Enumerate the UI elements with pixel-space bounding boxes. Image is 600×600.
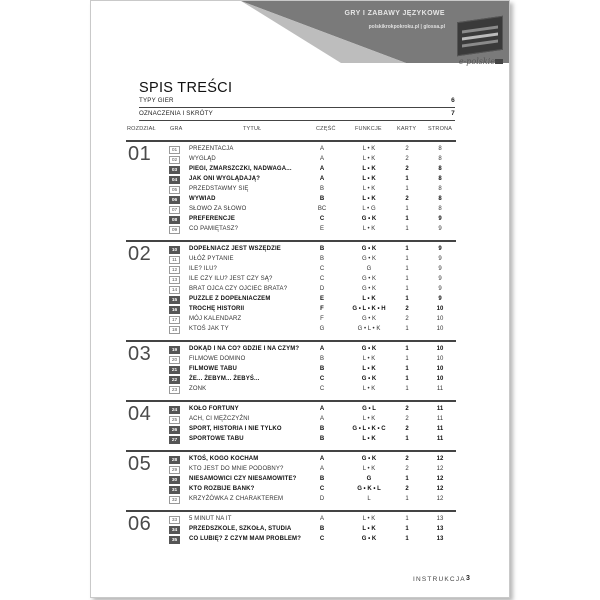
game-page: 10 bbox=[436, 346, 444, 352]
game-cards: 1 bbox=[405, 176, 409, 182]
game-functions: L • K bbox=[362, 176, 376, 182]
game-functions: G • K bbox=[361, 256, 377, 262]
game-title: ŻE... ŻEBYM... ŻEBYŚ... bbox=[189, 376, 260, 382]
game-functions: L • K bbox=[362, 146, 376, 152]
game-page: 9 bbox=[438, 246, 442, 252]
game-functions: G • K bbox=[361, 376, 377, 382]
game-title: PUZZLE Z DOPEŁNIACZEM bbox=[189, 296, 271, 302]
game-title: KTO JEST DO MNIE PODOBNY? bbox=[189, 466, 284, 472]
game-part: C bbox=[319, 376, 325, 382]
game-part: A bbox=[319, 516, 324, 522]
game-page: 11 bbox=[436, 426, 444, 432]
game-page: 9 bbox=[438, 286, 442, 292]
game-page: 12 bbox=[436, 496, 444, 502]
game-number: 13 bbox=[169, 276, 180, 284]
game-part: F bbox=[320, 306, 324, 312]
intro-line bbox=[139, 97, 455, 107]
game-part: B bbox=[319, 426, 325, 432]
chapter-number: 02 bbox=[128, 243, 152, 265]
game-cards: 2 bbox=[405, 316, 409, 322]
game-title: JAK ONI WYGLĄDAJĄ? bbox=[189, 176, 261, 182]
game-page: 8 bbox=[438, 186, 442, 192]
game-page: 9 bbox=[438, 266, 442, 272]
game-cards: 2 bbox=[405, 486, 409, 492]
game-number: 26 bbox=[169, 426, 180, 434]
game-title: SPORTOWE TABU bbox=[189, 436, 244, 442]
game-cards: 2 bbox=[405, 406, 409, 412]
game-page: 10 bbox=[436, 366, 444, 372]
game-cards: 1 bbox=[405, 346, 409, 352]
table-row bbox=[126, 195, 456, 205]
game-cards: 1 bbox=[405, 356, 409, 362]
game-part: A bbox=[319, 346, 325, 352]
game-number: 21 bbox=[169, 366, 180, 374]
game-part: A bbox=[319, 406, 325, 412]
game-cards: 1 bbox=[405, 246, 409, 252]
game-part: A bbox=[319, 416, 324, 422]
game-part: B bbox=[319, 526, 325, 532]
table-row bbox=[126, 385, 456, 395]
game-page: 9 bbox=[438, 276, 442, 282]
game-title: PRZEDSTAWMY SIĘ bbox=[189, 186, 249, 192]
game-title: MÓJ KALENDARZ bbox=[189, 316, 242, 322]
game-number: 23 bbox=[169, 386, 180, 394]
game-part: C bbox=[319, 216, 325, 222]
game-page: 9 bbox=[438, 296, 442, 302]
game-cards: 2 bbox=[405, 416, 409, 422]
table-row bbox=[126, 245, 456, 255]
game-cards: 1 bbox=[405, 276, 409, 282]
book-cover-image bbox=[457, 16, 503, 56]
game-page: 8 bbox=[438, 196, 442, 202]
game-cards: 1 bbox=[405, 536, 409, 542]
intro-label: TYPY GIER bbox=[139, 97, 174, 104]
game-title: SPORT, HISTORIA I NIE TYLKO bbox=[189, 426, 282, 432]
intro-page: 7 bbox=[451, 110, 455, 117]
table-row bbox=[126, 415, 456, 425]
game-cards: 1 bbox=[405, 496, 409, 502]
game-part: B bbox=[319, 246, 325, 252]
chapter-section bbox=[126, 450, 456, 504]
game-cards: 2 bbox=[405, 306, 409, 312]
game-cards: 1 bbox=[405, 386, 409, 392]
col-header-part: CZĘŚĆ bbox=[316, 126, 336, 132]
table-row bbox=[126, 325, 456, 335]
game-number: 22 bbox=[169, 376, 180, 384]
game-title: UŁÓŻ PYTANIE bbox=[189, 256, 234, 262]
intro-label: OZNACZENIA I SKRÓTY bbox=[139, 110, 213, 117]
game-page: 11 bbox=[436, 436, 444, 442]
intro-line bbox=[139, 110, 455, 120]
table-row bbox=[126, 365, 456, 375]
game-page: 13 bbox=[436, 536, 444, 542]
table-row bbox=[126, 355, 456, 365]
game-part: B bbox=[319, 186, 324, 192]
game-functions: L • K bbox=[362, 156, 376, 162]
game-cards: 1 bbox=[405, 296, 409, 302]
table-row bbox=[126, 525, 456, 535]
footer-page-number: 3 bbox=[466, 575, 470, 582]
game-number: 04 bbox=[169, 176, 180, 184]
game-number: 15 bbox=[169, 296, 180, 304]
game-number: 34 bbox=[169, 526, 180, 534]
banner-url: polskikrokpokroku.pl | glossa.pl bbox=[368, 24, 445, 30]
game-page: 13 bbox=[436, 526, 444, 532]
game-cards: 2 bbox=[405, 156, 409, 162]
game-number: 20 bbox=[169, 356, 180, 364]
game-number: 16 bbox=[169, 306, 180, 314]
game-functions: G • K bbox=[361, 456, 377, 462]
game-functions: G • L bbox=[362, 406, 376, 412]
game-functions: L • K bbox=[362, 296, 376, 302]
table-row bbox=[126, 225, 456, 235]
game-part: A bbox=[319, 456, 325, 462]
game-cards: 1 bbox=[405, 256, 409, 262]
publisher-logo: e-polskie bbox=[458, 57, 495, 66]
table-row bbox=[126, 315, 456, 325]
table-row bbox=[126, 475, 456, 485]
game-number: 30 bbox=[169, 476, 180, 484]
game-title: FILMOWE TABU bbox=[189, 366, 238, 372]
game-page: 10 bbox=[436, 326, 444, 332]
game-page: 8 bbox=[438, 156, 442, 162]
chapter-section bbox=[126, 140, 456, 234]
game-page: 8 bbox=[438, 166, 442, 172]
game-cards: 1 bbox=[405, 436, 409, 442]
game-title: CO PAMIĘTASZ? bbox=[189, 226, 239, 232]
table-row bbox=[126, 345, 456, 355]
table-row bbox=[126, 305, 456, 315]
game-functions: L • K bbox=[362, 386, 376, 392]
game-functions: L bbox=[367, 496, 371, 502]
game-part: B bbox=[319, 436, 325, 442]
game-number: 31 bbox=[169, 486, 180, 494]
game-functions: L • K bbox=[362, 166, 376, 172]
logo-badge-icon bbox=[495, 59, 503, 64]
table-row bbox=[126, 405, 456, 415]
game-title: TROCHĘ HISTORII bbox=[189, 306, 245, 312]
chapter-number: 04 bbox=[128, 403, 152, 425]
table-row bbox=[126, 265, 456, 275]
table-row bbox=[126, 285, 456, 295]
game-part: G bbox=[319, 326, 325, 332]
game-title: 5 MINUT NA IT bbox=[189, 516, 232, 522]
game-number: 06 bbox=[169, 196, 180, 204]
divider bbox=[139, 120, 455, 121]
game-title: ZONK bbox=[189, 386, 207, 392]
col-header-page: STRONA bbox=[428, 126, 453, 132]
game-page: 10 bbox=[436, 376, 444, 382]
game-part: A bbox=[319, 466, 324, 472]
game-part: B bbox=[319, 356, 324, 362]
game-title: KTOŚ JAK TY bbox=[189, 326, 229, 332]
col-header-game: GRA bbox=[170, 126, 183, 132]
chapter-section bbox=[126, 400, 456, 444]
game-functions: L • G bbox=[362, 206, 376, 212]
game-part: B bbox=[319, 256, 324, 262]
game-page: 12 bbox=[436, 466, 444, 472]
table-row bbox=[126, 215, 456, 225]
game-number: 05 bbox=[169, 186, 180, 194]
table-row bbox=[126, 515, 456, 525]
game-number: 09 bbox=[169, 226, 180, 234]
game-functions: G • K bbox=[361, 536, 377, 542]
game-cards: 1 bbox=[405, 226, 409, 232]
table-row bbox=[126, 165, 456, 175]
game-title: WYWIAD bbox=[189, 196, 216, 202]
table-row bbox=[126, 175, 456, 185]
document-page bbox=[90, 0, 510, 598]
game-title: SŁOWO ZA SŁOWO bbox=[189, 206, 247, 212]
game-page: 10 bbox=[436, 356, 444, 362]
game-cards: 1 bbox=[405, 266, 409, 272]
game-number: 11 bbox=[169, 256, 180, 264]
col-header-chapter: ROZDZIAŁ bbox=[127, 126, 156, 132]
game-cards: 2 bbox=[405, 456, 409, 462]
game-functions: G • K bbox=[361, 276, 377, 282]
page-title: SPIS TREŚCI bbox=[139, 80, 233, 96]
table-row bbox=[126, 295, 456, 305]
game-title: WYGLĄD bbox=[189, 156, 216, 162]
game-number: 19 bbox=[169, 346, 180, 354]
table-row bbox=[126, 255, 456, 265]
game-number: 14 bbox=[169, 286, 180, 294]
game-part: B bbox=[319, 196, 325, 202]
game-number: 18 bbox=[169, 326, 180, 334]
chapter-section bbox=[126, 240, 456, 334]
game-cards: 1 bbox=[405, 526, 409, 532]
game-number: 10 bbox=[169, 246, 180, 254]
table-row bbox=[126, 275, 456, 285]
game-functions: L • K bbox=[362, 366, 376, 372]
col-header-title: TYTUŁ bbox=[243, 126, 262, 132]
game-cards: 1 bbox=[405, 516, 409, 522]
game-cards: 2 bbox=[405, 466, 409, 472]
header-banner bbox=[91, 1, 510, 81]
game-cards: 2 bbox=[405, 166, 409, 172]
game-part: A bbox=[319, 146, 324, 152]
chapter-number: 05 bbox=[128, 453, 152, 475]
game-number: 07 bbox=[169, 206, 180, 214]
game-title: PREFERENCJE bbox=[189, 216, 235, 222]
game-functions: G • K bbox=[361, 346, 377, 352]
game-functions: L • K bbox=[362, 196, 376, 202]
game-number: 08 bbox=[169, 216, 180, 224]
game-page: 10 bbox=[436, 306, 444, 312]
game-part: F bbox=[320, 316, 324, 322]
game-part: A bbox=[319, 156, 324, 162]
game-cards: 1 bbox=[405, 216, 409, 222]
game-functions: G • K bbox=[361, 246, 377, 252]
game-page: 8 bbox=[438, 146, 442, 152]
game-title: KOŁO FORTUNY bbox=[189, 406, 239, 412]
game-title: ILE CZY ILU? JEST CZY SĄ? bbox=[189, 276, 273, 282]
game-part: A bbox=[319, 166, 325, 172]
game-number: 35 bbox=[169, 536, 180, 544]
table-row bbox=[126, 495, 456, 505]
chapter-number: 06 bbox=[128, 513, 152, 535]
game-functions: L • K bbox=[362, 186, 376, 192]
game-cards: 1 bbox=[405, 376, 409, 382]
table-row bbox=[126, 155, 456, 165]
game-number: 33 bbox=[169, 516, 180, 524]
table-row bbox=[126, 185, 456, 195]
table-row bbox=[126, 485, 456, 495]
game-title: PRZEDSZKOLE, SZKOŁA, STUDIA bbox=[189, 526, 292, 532]
game-functions: G • K bbox=[361, 286, 377, 292]
game-part: BC bbox=[317, 206, 327, 212]
game-cards: 1 bbox=[405, 206, 409, 212]
game-number: 12 bbox=[169, 266, 180, 274]
game-functions: L • K bbox=[362, 356, 376, 362]
game-title: DOPEŁNIACZ JEST WSZĘDZIE bbox=[189, 246, 281, 252]
game-title: DOKĄD I NA CO? GDZIE I NA CZYM? bbox=[189, 346, 300, 352]
game-part: B bbox=[319, 476, 325, 482]
game-part: B bbox=[319, 366, 325, 372]
game-part: C bbox=[319, 276, 325, 282]
footer-label: INSTRUKCJA bbox=[413, 576, 466, 583]
chapter-section bbox=[126, 510, 456, 544]
game-functions: L • K bbox=[362, 466, 376, 472]
game-part: C bbox=[319, 536, 325, 542]
game-functions: L • K bbox=[362, 526, 376, 532]
game-title: ACH, CI MĘŻCZYŹNI bbox=[189, 416, 250, 422]
game-page: 11 bbox=[436, 416, 444, 422]
game-functions: G bbox=[366, 476, 372, 482]
game-part: C bbox=[319, 486, 325, 492]
game-cards: 2 bbox=[405, 196, 409, 202]
table-row bbox=[126, 465, 456, 475]
game-part: D bbox=[319, 286, 325, 292]
game-cards: 2 bbox=[405, 146, 409, 152]
game-number: 29 bbox=[169, 466, 180, 474]
table-row bbox=[126, 375, 456, 385]
table-row bbox=[126, 145, 456, 155]
game-number: 24 bbox=[169, 406, 180, 414]
game-functions: L • K bbox=[362, 516, 376, 522]
game-number: 25 bbox=[169, 416, 180, 424]
divider bbox=[139, 107, 455, 108]
chapter-section bbox=[126, 340, 456, 394]
game-page: 13 bbox=[436, 516, 444, 522]
game-cards: 1 bbox=[405, 326, 409, 332]
table-row bbox=[126, 205, 456, 215]
game-page: 10 bbox=[436, 316, 444, 322]
game-functions: G • K bbox=[361, 216, 377, 222]
game-number: 03 bbox=[169, 166, 180, 174]
game-functions: L • K bbox=[362, 226, 376, 232]
game-number: 17 bbox=[169, 316, 180, 324]
game-functions: G • L • K • C bbox=[352, 426, 386, 432]
game-part: D bbox=[319, 496, 325, 502]
table-row bbox=[126, 455, 456, 465]
table-row bbox=[126, 435, 456, 445]
game-cards: 1 bbox=[405, 476, 409, 482]
game-page: 11 bbox=[436, 386, 444, 392]
game-part: E bbox=[319, 226, 324, 232]
game-functions: G • L • K • H bbox=[352, 306, 386, 312]
game-page: 12 bbox=[436, 476, 444, 482]
game-title: KTO ROZBIJE BANK? bbox=[189, 486, 255, 492]
game-functions: G • K bbox=[361, 316, 377, 322]
game-part: E bbox=[319, 296, 324, 302]
game-number: 27 bbox=[169, 436, 180, 444]
game-page: 9 bbox=[438, 226, 442, 232]
game-title: KRZYŻÓWKA Z CHARAKTEREM bbox=[189, 496, 284, 502]
game-cards: 1 bbox=[405, 286, 409, 292]
game-title: ILE? ILU? bbox=[189, 266, 218, 272]
game-page: 8 bbox=[438, 206, 442, 212]
game-page: 11 bbox=[436, 406, 444, 412]
game-number: 32 bbox=[169, 496, 180, 504]
table-row bbox=[126, 425, 456, 435]
game-title: NIESAMOWICI CZY NIESAMOWITE? bbox=[189, 476, 297, 482]
game-cards: 1 bbox=[405, 186, 409, 192]
game-title: BRAT OJCA CZY OJCIEC BRATA? bbox=[189, 286, 288, 292]
game-cards: 1 bbox=[405, 366, 409, 372]
game-part: A bbox=[319, 176, 325, 182]
game-page: 9 bbox=[438, 216, 442, 222]
game-cards: 2 bbox=[405, 426, 409, 432]
intro-page: 6 bbox=[451, 97, 455, 104]
column-headers bbox=[91, 126, 510, 135]
game-title: CO LUBIĘ? Z CZYM MAM PROBLEM? bbox=[189, 536, 302, 542]
game-number: 02 bbox=[169, 156, 180, 164]
game-page: 9 bbox=[438, 256, 442, 262]
game-part: C bbox=[319, 266, 325, 272]
game-page: 8 bbox=[438, 176, 442, 182]
game-part: C bbox=[319, 386, 325, 392]
table-row bbox=[126, 535, 456, 545]
game-number: 28 bbox=[169, 456, 180, 464]
game-functions: G • K • L bbox=[357, 486, 381, 492]
game-functions: L • K bbox=[362, 436, 376, 442]
game-page: 12 bbox=[436, 456, 444, 462]
game-functions: L • K bbox=[362, 416, 376, 422]
game-functions: G bbox=[366, 266, 372, 272]
game-page: 12 bbox=[436, 486, 444, 492]
game-title: FILMOWE DOMINO bbox=[189, 356, 246, 362]
game-title: KTOŚ, KOGO KOCHAM bbox=[189, 456, 259, 462]
game-title: PREZENTACJA bbox=[189, 146, 234, 152]
chapter-number: 01 bbox=[128, 143, 152, 165]
col-header-functions: FUNKCJE bbox=[355, 126, 382, 132]
col-header-cards: KARTY bbox=[397, 126, 417, 132]
game-number: 01 bbox=[169, 146, 180, 154]
banner-title: GRY I ZABAWY JĘZYKOWE bbox=[344, 10, 445, 17]
chapter-number: 03 bbox=[128, 343, 152, 365]
game-functions: G • L • K bbox=[357, 326, 381, 332]
game-title: PIEGI, ZMARSZCZKI, NADWAGA... bbox=[189, 166, 292, 172]
